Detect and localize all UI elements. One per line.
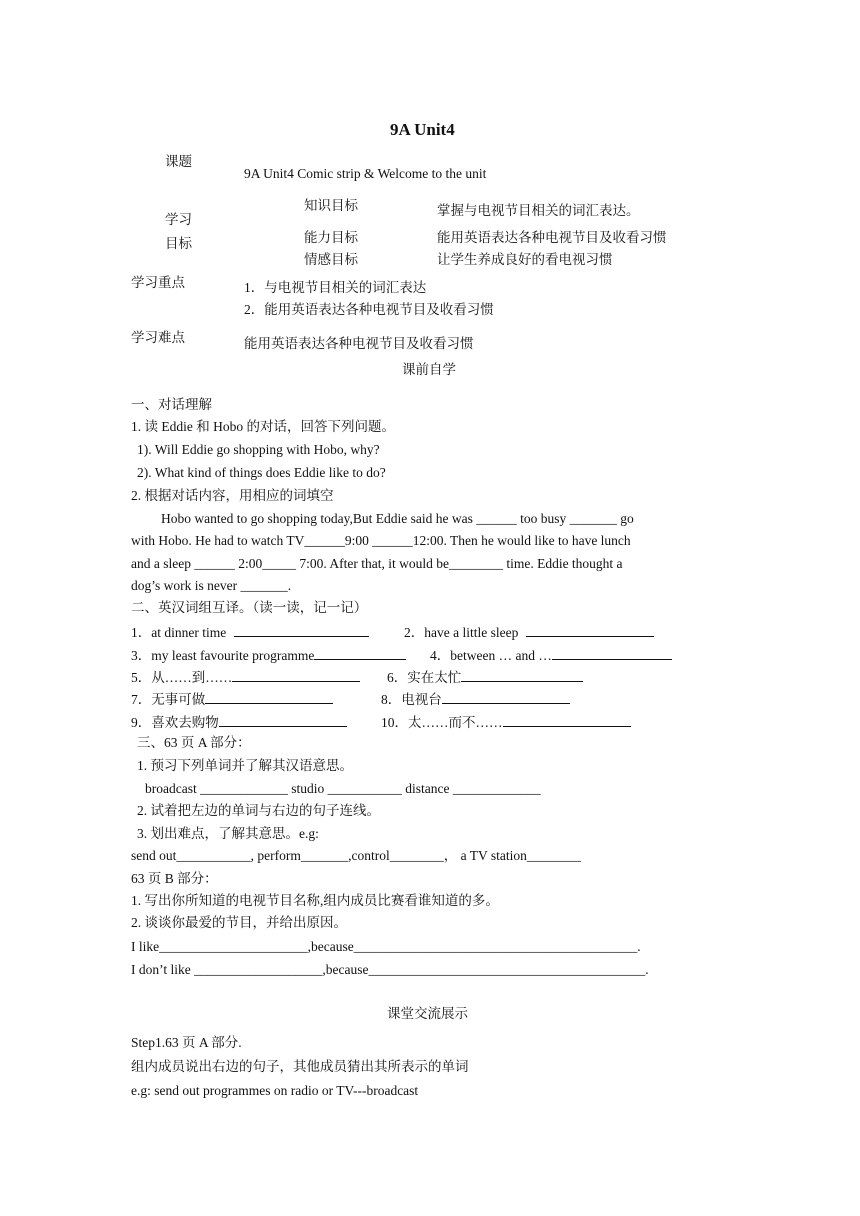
phrase-item — [404, 622, 656, 641]
answer-blank — [205, 689, 333, 704]
phrase-item — [387, 667, 583, 686]
fill-paragraph-line: with Hobo. He had to watch TV______9:00 ______12:00. Then he would like to have lunch — [131, 533, 631, 548]
question-1-sub: 2). What kind of things does Eddie like to do? — [137, 465, 386, 480]
focus-item: 2．能用英语表达各种电视节目及收看习惯 — [244, 302, 494, 317]
dislike-line: I don’t like ___________________,because_________________________________________. — [131, 962, 649, 977]
like-line: I like______________________,because__________________________________________. — [131, 939, 641, 954]
phrase-text: 1．at dinner time — [131, 625, 227, 640]
answer-blank — [461, 667, 583, 682]
answer-blank — [503, 712, 631, 727]
part2-title: 二、英汉词组互译。（读一读，记一记） — [131, 600, 368, 615]
goal-value-knowledge: 掌握与电视节目相关的词汇表达。 — [437, 203, 640, 218]
answer-blank — [219, 712, 347, 727]
fill-paragraph-line: and a sleep ______ 2:00_____ 7:00. After that, it would be________ time. Eddie thought a — [131, 556, 623, 571]
answer-blank — [526, 622, 654, 637]
page-title: 9A Unit4 — [390, 120, 455, 139]
phrase-item — [131, 622, 371, 641]
partB-title: 63 页 B 部分： — [131, 871, 218, 886]
difficulty-label: 学习难点 — [131, 330, 185, 345]
part3-item: 3. 划出难点，了解其意思。e.g: — [137, 826, 319, 841]
step1: Step1.63 页 A 部分. — [131, 1035, 242, 1050]
goals-label-2: 目标 — [165, 236, 192, 251]
fill-paragraph-line: Hobo wanted to go shopping today,But Eddie said he was ______ too busy _______ go — [161, 511, 634, 526]
phrase-text: 8．电视台 — [381, 692, 442, 707]
part3-item: 2. 试着把左边的单词与右边的句子连线。 — [137, 803, 380, 818]
phrase-text: 9．喜欢去购物 — [131, 715, 219, 730]
goal-label-emotion: 情感目标 — [304, 252, 358, 267]
goal-label-knowledge: 知识目标 — [304, 198, 358, 213]
section-heading-inclass: 课堂交流展示 — [387, 1006, 468, 1021]
phrase-text: 6．实在太忙 — [387, 670, 462, 685]
question-2: 2. 根据对话内容，用相应的词填空 — [131, 488, 334, 503]
topic-value: 9A Unit4 Comic strip & Welcome to the unit — [244, 166, 487, 181]
part3-item: 1. 预习下列单词并了解其汉语意思。 — [137, 758, 353, 773]
phrase-item — [131, 645, 406, 664]
phrase-item — [131, 689, 333, 708]
question-1: 1. 读 Eddie 和 Hobo 的对话，回答下列问题。 — [131, 419, 395, 434]
part1-title: 一、对话理解 — [131, 397, 212, 412]
question-1-sub: 1). Will Eddie go shopping with Hobo, why? — [137, 442, 380, 457]
goal-value-ability: 能用英语表达各种电视节目及收看习惯 — [437, 230, 667, 245]
step1-example: e.g: send out programmes on radio or TV---broadcast — [131, 1083, 419, 1098]
phrase-item — [381, 712, 631, 731]
phrase-item — [131, 712, 347, 731]
focus-label: 学习重点 — [131, 275, 185, 290]
phrase-text: 7．无事可做 — [131, 692, 206, 707]
phrase-text: 5．从……到…… — [131, 670, 233, 685]
phrase-item — [131, 667, 360, 686]
goal-value-emotion: 让学生养成良好的看电视习惯 — [437, 252, 613, 267]
fill-paragraph-line: dog’s work is never _______. — [131, 578, 292, 593]
focus-item: 1．与电视节目相关的词汇表达 — [244, 280, 427, 295]
sendout-line: send out___________, perform_______,control________， a TV station________ — [131, 848, 581, 863]
phrase-text: 2．have a little sleep — [404, 625, 519, 640]
goals-label-1: 学习 — [165, 212, 192, 227]
answer-blank — [234, 622, 369, 637]
phrase-item — [430, 645, 672, 664]
topic-label: 课题 — [165, 154, 192, 169]
phrase-text: 3．my least favourite programme — [131, 648, 315, 663]
section-heading-preclass: 课前自学 — [402, 362, 456, 377]
answer-blank — [552, 645, 672, 660]
phrase-item — [381, 689, 570, 708]
step1-instruction: 组内成员说出右边的句子，其他成员猜出其所表示的单词 — [131, 1059, 469, 1074]
phrase-text: 10．太……而不…… — [381, 715, 503, 730]
answer-blank — [232, 667, 360, 682]
answer-blank — [442, 689, 570, 704]
partB-item: 1. 写出你所知道的电视节目名称,组内成员比赛看谁知道的多。 — [131, 893, 499, 908]
difficulty-value: 能用英语表达各种电视节目及收看习惯 — [244, 336, 474, 351]
goal-label-ability: 能力目标 — [304, 230, 358, 245]
answer-blank — [314, 645, 406, 660]
words-line: broadcast _____________ studio ___________ distance _____________ — [145, 781, 541, 796]
part3-title: 三、63 页 A 部分： — [137, 735, 251, 750]
partB-item: 2. 谈谈你最爱的节目，并给出原因。 — [131, 915, 347, 930]
phrase-text: 4．between … and … — [430, 648, 552, 663]
